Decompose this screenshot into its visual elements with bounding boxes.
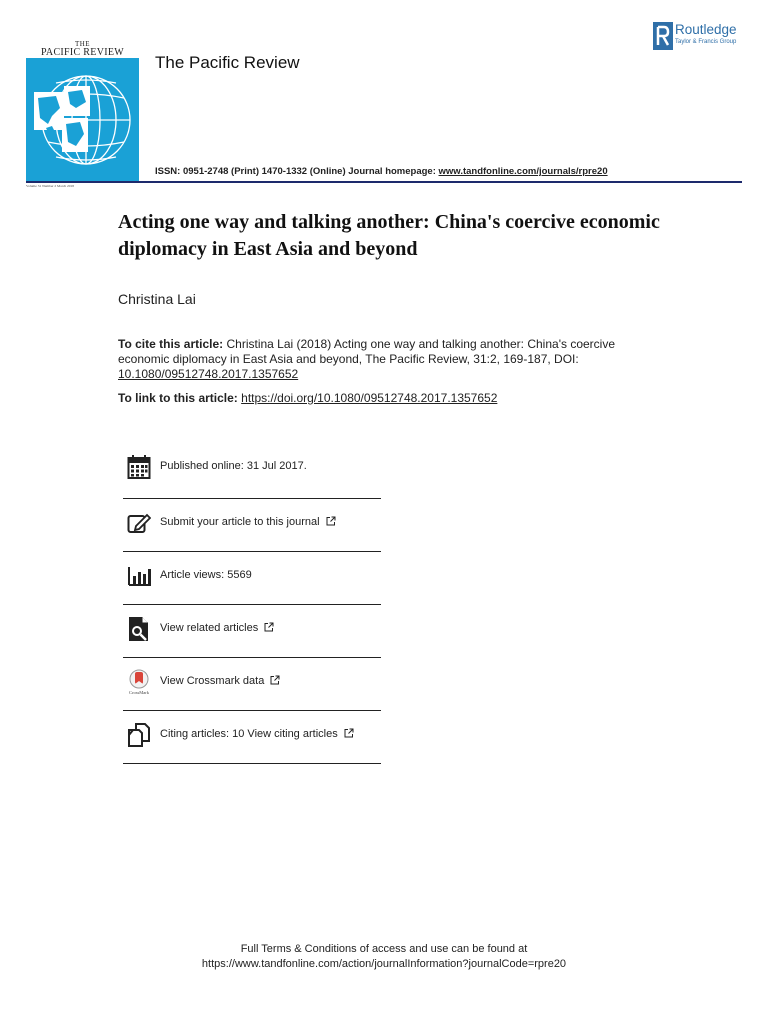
journal-homepage-link[interactable]: www.tandfonline.com/journals/rpre20 bbox=[438, 166, 608, 177]
submit-article-label: Submit your article to this journal bbox=[160, 516, 320, 528]
header-divider bbox=[26, 181, 742, 183]
cover-the: THE bbox=[74, 40, 91, 48]
terms-line-1: Full Terms & Conditions of access and use can be found at bbox=[240, 943, 528, 955]
calendar-icon bbox=[127, 454, 151, 480]
link-label: To link to this article: bbox=[118, 391, 238, 405]
link-block bbox=[118, 391, 497, 405]
crossmark-icon bbox=[127, 669, 151, 695]
edit-icon bbox=[127, 510, 151, 536]
terms-url[interactable]: https://www.tandfonline.com/action/journalInformation?journalCode=rpre20 bbox=[201, 958, 567, 970]
action-crossmark[interactable] bbox=[123, 658, 381, 711]
action-related-articles[interactable] bbox=[123, 605, 381, 658]
action-citing-articles[interactable] bbox=[123, 711, 381, 764]
cite-label: To cite this article: bbox=[118, 337, 224, 351]
issn-line bbox=[155, 166, 608, 177]
cite-text: Christina Lai (2018) Acting one way and talking another: China's coercive economic diplomacy in East Asia and beyond, The Pacific Review, 31:2, 169-187, DOI: bbox=[118, 337, 615, 366]
article-views-label: Article views: 5569 bbox=[160, 569, 252, 581]
issn-text: ISSN: 0951-2748 (Print) 1470-1332 (Online) Journal homepage: bbox=[155, 166, 436, 177]
external-link-icon bbox=[344, 728, 354, 738]
article-title: Acting one way and talking another: China's coercive economic diplomacy in East Asia and beyond bbox=[118, 211, 660, 260]
article-author[interactable]: Christina Lai bbox=[118, 291, 196, 307]
journal-title[interactable]: The Pacific Review bbox=[155, 53, 300, 72]
crossmark-label: View Crossmark data bbox=[160, 675, 265, 687]
action-published bbox=[123, 443, 381, 499]
citation-block bbox=[118, 337, 658, 382]
terms-footer bbox=[0, 942, 768, 972]
citing-articles-icon bbox=[127, 722, 151, 748]
external-link-icon bbox=[326, 516, 336, 526]
crossmark-caption: CrossMark bbox=[129, 690, 149, 695]
routledge-logo-icon bbox=[653, 22, 673, 50]
published-label: Published online: 31 Jul 2017. bbox=[160, 460, 307, 472]
external-link-icon bbox=[270, 675, 280, 685]
cover-footer: Volume 31 Number 2 March 2018 bbox=[26, 184, 75, 188]
related-articles-label: View related articles bbox=[160, 622, 259, 634]
article-actions bbox=[123, 443, 381, 764]
cover-title bbox=[26, 32, 139, 58]
doi-link[interactable]: 10.1080/09512748.2017.1357652 bbox=[118, 367, 299, 381]
external-link-icon bbox=[264, 622, 274, 632]
cover-globe-art bbox=[26, 58, 139, 182]
related-search-icon bbox=[127, 616, 151, 642]
action-article-views bbox=[123, 552, 381, 605]
journal-cover bbox=[26, 32, 139, 188]
publisher-group: Taylor & Francis Group bbox=[675, 39, 737, 45]
globe-icon bbox=[26, 58, 139, 182]
bar-chart-icon bbox=[127, 563, 151, 589]
action-submit-article[interactable] bbox=[123, 499, 381, 552]
cover-name: PACIFIC REVIEW bbox=[40, 47, 124, 58]
article-url-link[interactable]: https://doi.org/10.1080/09512748.2017.1357652 bbox=[241, 391, 498, 405]
publisher-brand: Routledge bbox=[675, 22, 737, 37]
citing-articles-label: Citing articles: 10 View citing articles bbox=[160, 728, 338, 740]
